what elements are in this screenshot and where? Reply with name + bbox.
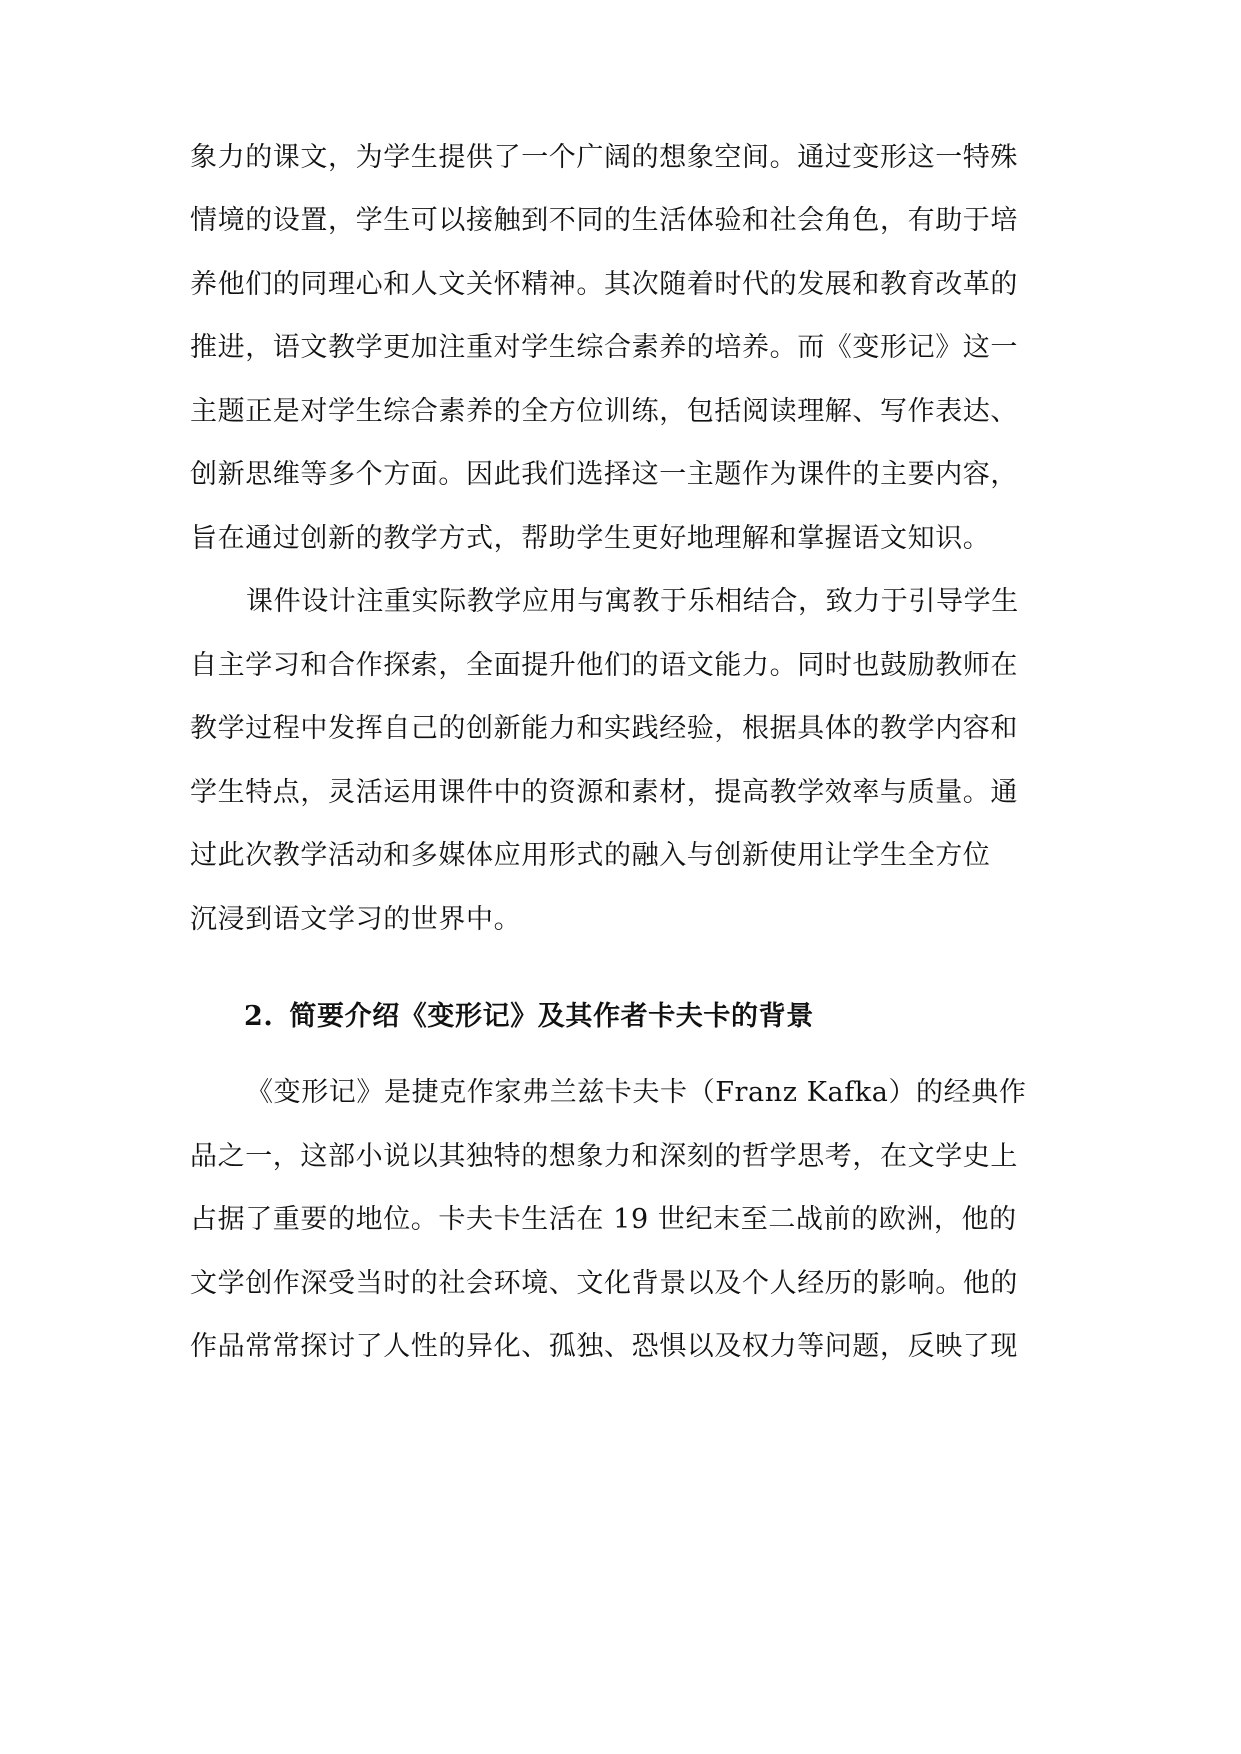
paragraph-line: 作品常常探讨了人性的异化、孤独、恐惧以及权力等问题，反映了现 bbox=[190, 1331, 1018, 1362]
paragraph-line: 过此次教学活动和多媒体应用形式的融入与创新使用让学生全方位 bbox=[190, 840, 991, 871]
section-number: 2. bbox=[244, 1001, 274, 1032]
paragraph-line: 象力的课文，为学生提供了一个广阔的想象空间。通过变形这一特殊 bbox=[190, 142, 1018, 173]
paragraph-line: 情境的设置，学生可以接触到不同的生活体验和社会角色，有助于培 bbox=[190, 205, 1018, 236]
paragraph-line: 《变形记》是捷克作家弗兰兹卡夫卡（Franz Kafka）的经典作 bbox=[246, 1077, 1027, 1108]
paragraph-line: 品之一，这部小说以其独特的想象力和深刻的哲学思考，在文学史上 bbox=[190, 1141, 1018, 1172]
paragraph-line: 主题正是对学生综合素养的全方位训练，包括阅读理解、写作表达、 bbox=[190, 396, 1018, 427]
section-title: 简要介绍《变形记》及其作者卡夫卡的背景 bbox=[289, 1001, 814, 1032]
paragraph-line: 养他们的同理心和人文关怀精神。其次随着时代的发展和教育改革的 bbox=[190, 269, 1018, 300]
paragraph-line: 课件设计注重实际教学应用与寓教于乐相结合，致力于引导学生 bbox=[246, 586, 1019, 617]
paragraph-line: 文学创作深受当时的社会环境、文化背景以及个人经历的影响。他的 bbox=[190, 1268, 1018, 1299]
section-heading bbox=[244, 1000, 814, 1034]
paragraph-line: 学生特点，灵活运用课件中的资源和素材，提高教学效率与质量。通 bbox=[190, 777, 1018, 808]
paragraph-line: 旨在通过创新的教学方式，帮助学生更好地理解和掌握语文知识。 bbox=[190, 523, 991, 554]
paragraph-line: 教学过程中发挥自己的创新能力和实践经验，根据具体的教学内容和 bbox=[190, 713, 1018, 744]
paragraph-line: 自主学习和合作探索，全面提升他们的语文能力。同时也鼓励教师在 bbox=[190, 650, 1018, 681]
paragraph-line: 占据了重要的地位。卡夫卡生活在 19 世纪末至二战前的欧洲，他的 bbox=[190, 1204, 1017, 1235]
paragraph-line: 推进，语文教学更加注重对学生综合素养的培养。而《变形记》这一 bbox=[190, 332, 1018, 363]
paragraph-line: 沉浸到语文学习的世界中。 bbox=[190, 904, 522, 935]
paragraph-line: 创新思维等多个方面。因此我们选择这一主题作为课件的主要内容， bbox=[190, 459, 1018, 490]
